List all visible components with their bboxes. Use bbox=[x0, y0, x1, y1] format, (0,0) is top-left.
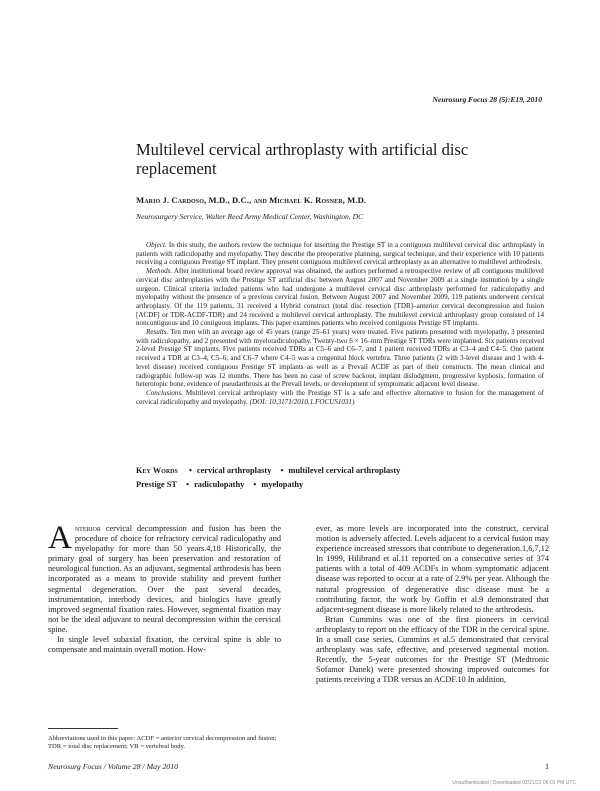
keyword-item: Prestige ST bbox=[136, 480, 178, 489]
abstract-results-label: Results. bbox=[146, 328, 169, 337]
abstract bbox=[136, 241, 544, 406]
lead-in: nterior bbox=[74, 524, 101, 533]
keyword-item: multilevel cervical arthroplasty bbox=[288, 466, 401, 475]
doi: (DOI: 10.3171/2010.1.FOCUS1031) bbox=[249, 397, 355, 406]
author-list: Mario J. Cardoso, M.D., D.C., and Michael K. Rosner, M.D. bbox=[136, 195, 367, 205]
keyword-item: radiculopathy bbox=[194, 480, 245, 489]
abstract-methods bbox=[136, 267, 544, 328]
page-number: 1 bbox=[545, 762, 549, 771]
body-paragraph bbox=[48, 520, 281, 635]
keyword-bullet: • bbox=[186, 480, 190, 489]
abbreviations-footnote: Abbreviations used in this paper: ACDF = anterior cervical decompression and fusion; TDR = total disc replacement; VB = vertebral body. bbox=[48, 735, 277, 750]
article-title: Multilevel cervical arthroplasty with artificial disc replacement bbox=[136, 140, 469, 178]
abstract-results bbox=[136, 328, 544, 389]
abstract-methods-text: After institutional board review approval was obtained, the authors performed a retrospective review of all contiguous multilevel cervical disc arthroplasties with the Prestige ST artificial disc between August 2007 and November 2009 at a single institution by a single surgeon. Clinical criteria included patients who had undergone a multilevel cervical disc arthroplasty performed for radiculopathy and myelopathy without the presence of a previous cervical fusion. Between August 2007 and November 2009, 119 patients underwent cervical arthroplasty. Of the 119 patients, 31 received a Hybrid construct (total disc resection [TDR]–anterior cervical decompression and fusion [ACDF] or TDR-ACDF-TDR) and 24 received a multilevel cervical arthroplasty. The multilevel cervical arthroplasty group consisted of 14 noncontiguous and 10 contiguous implants. This paper examines patients who received contiguous Prestige ST implants. bbox=[136, 267, 544, 328]
keyword-bullet: • bbox=[280, 466, 284, 475]
abstract-object-label: Object. bbox=[146, 241, 167, 249]
body-paragraph: In single level subaxial fixation, the cervical spine is able to compensate and maintain overall motion. How- bbox=[48, 635, 281, 655]
abstract-conclusions-label: Conclusions. bbox=[146, 388, 183, 397]
abstract-object bbox=[136, 241, 544, 267]
drop-cap: A bbox=[48, 520, 72, 556]
abstract-conclusions bbox=[136, 389, 544, 406]
journal-reference: Neurosurg Focus 28 (5):E19, 2010 bbox=[432, 95, 542, 104]
keyword-bullet: • bbox=[253, 480, 257, 489]
body-paragraph: ever, as more levels are incorporated into the construct, cervical motion is adversely affected. Levels adjacent to a cervical fusion may experience increased stressors that contribute to degeneration.1,6,7,12 In 1999, Hilibrand et al.11 reported on a consecutive series of 374 patients with a total of 409 ACDFs in whom symptomatic adjacent disease was reported to occur at a rate of 2.9% per year. Although the natural progression of degenerative disc disease must be a contributing factor, the work by Goffin et al.9 demonstrated that adjacent-segment disease is more likely related to the arthrodesis. bbox=[316, 524, 549, 614]
keyword-bullet: • bbox=[188, 466, 192, 475]
abstract-results-text: Ten men with an average age of 45 years (range 25–61 years) were treated. Five patients presented with myelopathy, 3 presented with radiculopathy, and 2 presented with myeloradiculopathy. Twenty-two 6 × 16–mm Prestige ST TDRs were implanted. Six patients received 2-level Prestige ST implants. Five patients received TDRs at C5–6 and C6–7, and 1 patient received TDRs at C3–4 and C4–5. One patient received a TDR at C3–4, C5–6, and C6–7 where C4–5 was a congenital block vertebra. Three patients (2 with 3-level disease and 1 with 4-level disease) received contiguous Prestige ST implants as well as a Prevail ACDF as part of their constructs. The mean clinical and radiographic follow-up was 12 months. There has been no case of screw backout, implant dislodgment, progressive kyphosis, formation of heterotopic bone, evidence of pseudarthrosis at the Prevail levels, or development of symptomatic adjacent level disease. bbox=[136, 328, 544, 389]
body-paragraph: Brian Cummins was one of the first pioneers in cervical arthroplasty to report on the efficacy of the TDR in the cervical spine. In a small case series, Cummins et al.5 demonstrated that cervical arthroplasty was safe, effective, and preserved segmental motion. Recently, the 5-year outcomes for the Prestige ST (Medtronic Sofamor Danek) were presented showing improved outcomes for patients receiving a TDR versus an ACDF.10 In addition, bbox=[316, 614, 549, 685]
affiliation: Neurosurgery Service, Walter Reed Army Medical Center, Washington, DC bbox=[136, 212, 364, 221]
footer-journal-info: Neurosurg Focus / Volume 28 / May 2010 bbox=[48, 762, 179, 771]
keywords bbox=[136, 464, 546, 492]
footnote-divider bbox=[48, 728, 118, 729]
keywords-label: Key Words bbox=[136, 466, 178, 475]
body-column-left bbox=[48, 520, 281, 655]
body-column-right bbox=[316, 524, 549, 686]
abstract-conclusions-text: Multilevel cervical arthroplasty with the Prestige ST is a safe and effective alternative to fusion for the management of cervical radiculopathy and myelopathy. bbox=[136, 388, 544, 406]
keyword-item: cervical arthroplasty bbox=[196, 466, 272, 475]
abstract-object-text: In this study, the authors review the technique for inserting the Prestige ST in a contiguous multilevel cervical disc arthroplasty in patients with radiculopathy and myelopathy. They describe the preoperative planning, surgical technique, and their experience with 10 patients receiving a contiguous Prestige ST implant. They present contiguous multilevel cervical arthroplasty as an alternative to multilevel arthrodesis. bbox=[136, 241, 544, 267]
body-text: cervical decompression and fusion has been the procedure of choice for refractory cervical radiculopathy and myelopathy for more than 50 years.4,18 Historically, the primary goal of surgery has been preservation and restoration of neurological function. As an adjuvant, segmental arthrodesis has been incorporated as a means to provide stability and prevent further segmental degeneration. Over the past several decades, instrumentation, interbody devices, and biologics have greatly improved segmental fixation rates. However, segmental fixation may not be the ideal adjuvant to neural decompression within the cervical spine. bbox=[48, 524, 281, 634]
abstract-methods-label: Methods. bbox=[146, 267, 173, 276]
keyword-item: myelopathy bbox=[261, 480, 304, 489]
download-watermark: Unauthenticated | Downloaded 02/21/22 06:01 PM UTC bbox=[452, 780, 576, 786]
